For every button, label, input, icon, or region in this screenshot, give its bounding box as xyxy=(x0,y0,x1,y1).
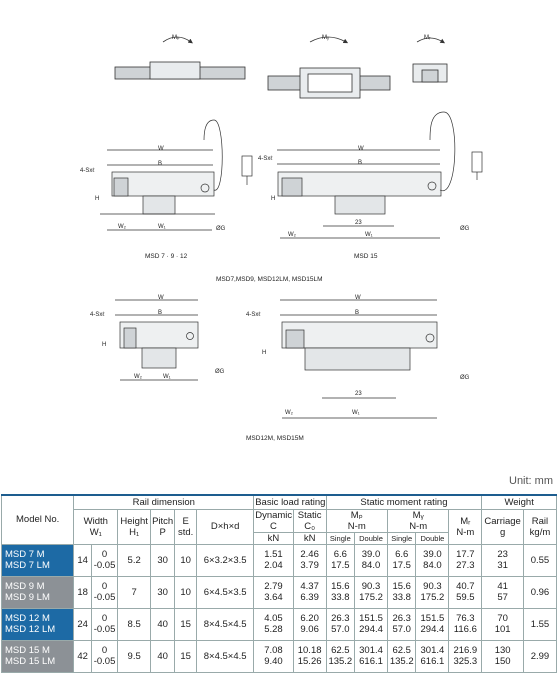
carriage-cell: 130 150 xyxy=(482,640,524,672)
header-e: E std. xyxy=(175,509,197,544)
pitch-cell: 40 xyxy=(151,640,175,672)
e-cell: 10 xyxy=(175,576,197,608)
header-my-single: Single xyxy=(387,532,416,544)
my-s-cell: 6.6 17.5 xyxy=(387,544,416,576)
e-cell: 15 xyxy=(175,640,197,672)
dim-w1-3: W₁ xyxy=(163,374,171,380)
dim-g-3: ØG xyxy=(215,369,225,375)
header-rail: Rail kg/m xyxy=(523,509,556,544)
dim-h-4: H xyxy=(262,350,267,356)
header-height: Height H₁ xyxy=(118,509,151,544)
e-cell: 15 xyxy=(175,608,197,640)
c-cell: 7.08 9.40 xyxy=(254,640,293,672)
tolerance-cell: 0 -0.05 xyxy=(91,608,117,640)
carriage-cell: 70 101 xyxy=(482,608,524,640)
model-cell: MSD 15 M MSD 15 LM xyxy=(2,640,74,672)
c-cell: 2.79 3.64 xyxy=(254,576,293,608)
mp-s-cell: 15.6 33.8 xyxy=(326,576,355,608)
dim-w2-1: W₂ xyxy=(118,224,126,230)
drawing-msd-15m xyxy=(280,300,437,418)
width-cell: 18 xyxy=(74,576,92,608)
dim-h-2: H xyxy=(271,196,276,202)
dim-bolts-4: 4-Sxℓ xyxy=(246,312,261,318)
width-cell: 14 xyxy=(74,544,92,576)
mp-d-cell: 90.3 175.2 xyxy=(355,576,388,608)
mp-s-cell: 62.5 135.2 xyxy=(326,640,355,672)
c0-cell: 10.18 15.26 xyxy=(293,640,326,672)
table-row xyxy=(2,608,557,640)
dhd-cell: 8×4.5×4.5 xyxy=(197,640,254,672)
dim-23-1: 23 xyxy=(355,220,362,226)
model-cell: MSD 12 M MSD 12 LM xyxy=(2,608,74,640)
height-cell: 5.2 xyxy=(118,544,151,576)
dhd-cell: 6×3.2×3.5 xyxy=(197,544,254,576)
mr-cell: 17.7 27.3 xyxy=(449,544,482,576)
mp-d-cell: 301.4 616.1 xyxy=(355,640,388,672)
model-cell: MSD 7 M MSD 7 LM xyxy=(2,544,74,576)
rail-weight-cell: 0.96 xyxy=(523,576,556,608)
header-my-double: Double xyxy=(416,532,449,544)
dim-w1-4: W₁ xyxy=(352,410,360,416)
width-cell: 42 xyxy=(74,640,92,672)
dim-w-1: W xyxy=(158,146,164,152)
dim-b-4: B xyxy=(355,310,360,316)
moment-mr-view xyxy=(413,38,447,82)
my-d-cell: 301.4 616.1 xyxy=(416,640,449,672)
tolerance-cell: 0 -0.05 xyxy=(91,640,117,672)
dim-bolts-1: 4-Sxℓ xyxy=(80,168,95,174)
carriage-cell: 23 31 xyxy=(482,544,524,576)
mr-cell: 216.9 325.3 xyxy=(449,640,482,672)
table-row xyxy=(2,576,557,608)
dhd-cell: 8×4.5×4.5 xyxy=(197,608,254,640)
header-dynamic-unit: kN xyxy=(254,532,293,544)
my-s-cell: 15.6 33.8 xyxy=(387,576,416,608)
header-rail-dimension: Rail dimension xyxy=(74,495,254,509)
header-mr: Mᵣ N-m xyxy=(449,509,482,544)
header-my: Mᵧ N-m xyxy=(387,509,448,532)
dim-bolts-2: 4-Sxℓ xyxy=(258,156,273,162)
mp-s-cell: 26.3 57.0 xyxy=(326,608,355,640)
my-d-cell: 39.0 84.0 xyxy=(416,544,449,576)
my-label: Mᵧ xyxy=(322,35,329,41)
pitch-cell: 40 xyxy=(151,608,175,640)
tolerance-cell: 0 -0.05 xyxy=(91,576,117,608)
mr-label: Mᵣ xyxy=(424,35,431,41)
header-width: Width W₁ xyxy=(74,509,118,544)
height-cell: 8.5 xyxy=(118,608,151,640)
mr-cell: 40.7 59.5 xyxy=(449,576,482,608)
dim-b-2: B xyxy=(358,160,363,166)
header-weight: Weight xyxy=(482,495,557,509)
header-static-unit: kN xyxy=(293,532,326,544)
my-s-cell: 26.3 57.0 xyxy=(387,608,416,640)
dim-w-3: W xyxy=(158,295,164,301)
dim-b-3: B xyxy=(158,310,163,316)
header-pitch: Pitch P xyxy=(151,509,175,544)
header-dynamic: Dynamic C xyxy=(255,509,293,532)
caption-row2: MSD12M, MSD15M xyxy=(246,435,304,442)
tolerance-cell: 0 -0.05 xyxy=(91,544,117,576)
c-cell: 1.51 2.04 xyxy=(254,544,293,576)
dim-g-1: ØG xyxy=(216,226,226,232)
c0-cell: 2.46 3.79 xyxy=(293,544,326,576)
table-row xyxy=(2,640,557,672)
dim-bolts-3: 4-Sxℓ xyxy=(90,312,105,318)
model-cell: MSD 9 M MSD 9 LM xyxy=(2,576,74,608)
rail-weight-cell: 0.55 xyxy=(523,544,556,576)
header-static-moment: Static moment rating xyxy=(326,495,482,509)
mp-d-cell: 151.5 294.4 xyxy=(355,608,388,640)
dim-b-1: B xyxy=(158,161,163,167)
my-d-cell: 90.3 175.2 xyxy=(416,576,449,608)
spec-table xyxy=(1,494,557,673)
pitch-cell: 30 xyxy=(151,576,175,608)
my-s-cell: 62.5 135.2 xyxy=(387,640,416,672)
height-cell: 7 xyxy=(118,576,151,608)
dhd-cell: 6×4.5×3.5 xyxy=(197,576,254,608)
dim-h-3: H xyxy=(102,342,107,348)
rail-weight-cell: 1.55 xyxy=(523,608,556,640)
dim-w-4: W xyxy=(355,295,361,301)
c0-cell: 6.20 9.06 xyxy=(293,608,326,640)
dim-w-2: W xyxy=(358,146,364,152)
width-cell: 24 xyxy=(74,608,92,640)
caption-top-right: MSD 15 xyxy=(354,253,378,260)
header-basic-load: Basic load rating xyxy=(255,496,326,508)
dim-w2-3: W₂ xyxy=(134,374,142,380)
moment-mp-view xyxy=(115,37,245,79)
header-mp: Mₚ N-m xyxy=(326,509,387,532)
caption-top-left: MSD 7 · 9 · 12 xyxy=(145,253,188,260)
dim-h-1: H xyxy=(95,196,100,202)
dim-w1-1: W₁ xyxy=(158,224,166,230)
drawing-msd-7-9-12 xyxy=(100,120,252,230)
mr-cell: 76.3 116.6 xyxy=(449,608,482,640)
drawing-msd-15 xyxy=(277,112,482,238)
dim-w2-2: W₂ xyxy=(288,232,296,238)
dim-w1-2: W₁ xyxy=(365,232,373,238)
table-row xyxy=(2,544,557,576)
dim-g-4: ØG xyxy=(460,375,470,381)
mp-label: Mₚ xyxy=(172,35,180,41)
mp-s-cell: 6.6 17.5 xyxy=(326,544,355,576)
drawing-msd-12m xyxy=(115,300,198,380)
rail-weight-cell: 2.99 xyxy=(523,640,556,672)
c0-cell: 4.37 6.39 xyxy=(293,576,326,608)
c-cell: 4.05 5.28 xyxy=(254,608,293,640)
header-carriage: Carriage g xyxy=(482,509,524,544)
header-mp-single: Single xyxy=(326,532,355,544)
e-cell: 10 xyxy=(175,544,197,576)
header-mp-double: Double xyxy=(355,532,388,544)
carriage-cell: 41 57 xyxy=(482,576,524,608)
dim-23-2: 23 xyxy=(355,391,362,397)
header-static: Static C₀ xyxy=(293,509,326,532)
height-cell: 9.5 xyxy=(118,640,151,672)
header-dhd: D×h×d xyxy=(197,509,254,544)
mp-d-cell: 39.0 84.0 xyxy=(355,544,388,576)
pitch-cell: 30 xyxy=(151,544,175,576)
my-d-cell: 151.5 294.4 xyxy=(416,608,449,640)
unit-label: Unit: mm xyxy=(509,475,553,487)
header-model: Model No. xyxy=(2,495,74,544)
caption-row1: MSD7,MSD9, MSD12LM, MSD15LM xyxy=(216,276,323,283)
moment-my-view xyxy=(268,37,390,98)
dim-w2-4: W₂ xyxy=(285,410,293,416)
dim-g-2: ØG xyxy=(460,226,470,232)
